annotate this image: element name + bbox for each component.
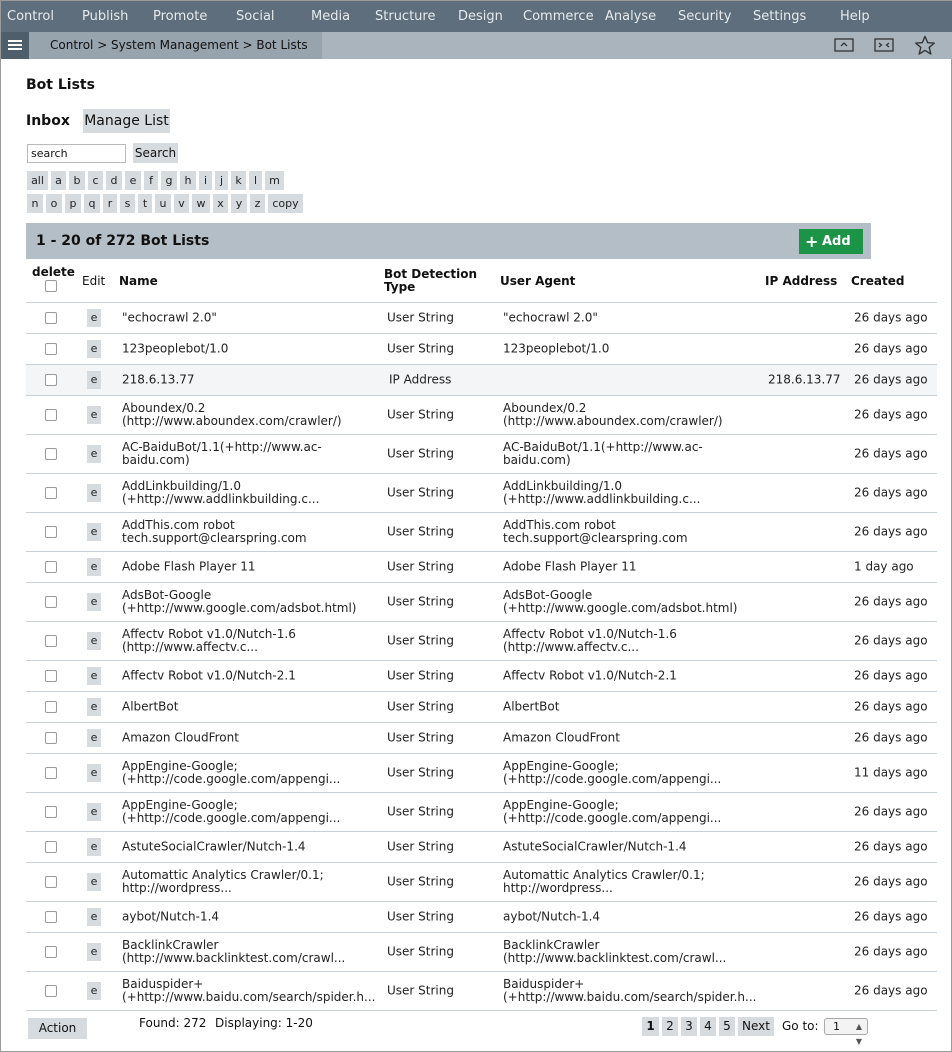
row-edit-button[interactable]: e	[87, 484, 101, 502]
nav-analyse[interactable]: Analyse	[605, 9, 657, 24]
nav-settings[interactable]: Settings	[753, 9, 807, 24]
page-title: Bot Lists	[26, 77, 95, 93]
filter-copy[interactable]: copy	[268, 194, 303, 213]
row-user-agent-line: (+http://code.google.com/appengi...	[503, 811, 722, 825]
filter-m[interactable]: m	[265, 171, 284, 190]
row-edit-button[interactable]: e	[87, 908, 101, 926]
row-user-agent	[503, 561, 636, 574]
row-user-agent	[503, 670, 677, 683]
row-name-line: aybot/Nutch-1.4	[122, 909, 220, 924]
row-name-line: BacklinkCrawler	[122, 938, 219, 952]
filter-all[interactable]: all	[27, 171, 48, 190]
filter-s[interactable]: s	[120, 194, 135, 213]
breadcrumb-bar	[1, 32, 952, 59]
row-detection-type: User String	[387, 944, 454, 959]
row-detection-type: User String	[387, 668, 454, 683]
row-name-line: Affectv Robot v1.0/Nutch-2.1	[122, 668, 296, 683]
filter-t[interactable]: t	[138, 194, 152, 213]
row-edit-button[interactable]: e	[87, 803, 101, 821]
row-edit-button[interactable]: e	[87, 943, 101, 961]
row-created: 26 days ago	[854, 839, 928, 854]
col-user-agent[interactable]: User Agent	[500, 274, 576, 288]
table-row	[26, 622, 937, 661]
add-button[interactable]	[799, 229, 863, 254]
row-name-line: AdsBot-Google	[122, 588, 212, 602]
row-delete-checkbox[interactable]	[45, 841, 57, 853]
row-created: 26 days ago	[854, 407, 928, 422]
page-4[interactable]: 4	[700, 1017, 716, 1036]
filter-b[interactable]: b	[69, 171, 85, 190]
row-user-agent-line: tech.support@clearspring.com	[503, 531, 688, 545]
nav-publish[interactable]: Publish	[82, 9, 129, 24]
filter-a[interactable]: a	[51, 171, 66, 190]
row-created: 26 days ago	[854, 699, 928, 714]
row-name-line: (http://www.backlinktest.com/crawl...	[122, 951, 346, 965]
row-name	[122, 670, 296, 683]
nav-security[interactable]: Security	[678, 9, 732, 24]
row-detection-type: User String	[387, 699, 454, 714]
row-user-agent	[503, 841, 687, 854]
row-name-line: AppEngine-Google;	[122, 759, 238, 773]
row-user-agent-line: AC-BaiduBot/1.1(+http://www.ac-	[503, 440, 703, 454]
row-detection-type: User String	[387, 633, 454, 648]
row-edit-button[interactable]: e	[87, 406, 101, 424]
row-name	[122, 561, 255, 574]
row-name	[122, 799, 340, 825]
row-name	[122, 701, 178, 714]
filter-e[interactable]: e	[125, 171, 141, 190]
nav-structure[interactable]: Structure	[375, 9, 436, 24]
row-user-agent	[503, 519, 688, 545]
table-row	[26, 902, 937, 933]
goto-page-select[interactable]	[824, 1018, 868, 1046]
filter-p[interactable]: p	[65, 194, 81, 213]
row-name-line: Amazon CloudFront	[122, 730, 239, 745]
filter-q[interactable]: q	[84, 194, 100, 213]
row-user-agent-line: 123peoplebot/1.0	[503, 341, 610, 356]
row-user-agent	[503, 911, 600, 924]
row-delete-checkbox[interactable]	[45, 487, 57, 499]
row-user-agent-line: (http://www.aboundex.com/crawler/)	[503, 414, 723, 428]
table-row	[26, 972, 937, 1011]
next-page-button[interactable]: Next	[738, 1017, 774, 1036]
row-name-line: Baiduspider+	[122, 977, 204, 991]
filter-i[interactable]: i	[199, 171, 212, 190]
row-delete-checkbox[interactable]	[45, 448, 57, 460]
row-delete-checkbox[interactable]	[45, 526, 57, 538]
row-detection-type: User String	[387, 559, 454, 574]
row-name-line: (+http://code.google.com/appengi...	[122, 811, 341, 825]
filter-k[interactable]: k	[231, 171, 246, 190]
row-created: 11 days ago	[854, 765, 928, 780]
top-nav	[1, 1, 952, 32]
row-detection-type: User String	[387, 909, 454, 924]
row-name-line: (+http://www.addlinkbuilding.c...	[122, 492, 320, 506]
row-user-agent-line: AlbertBot	[503, 699, 560, 714]
row-delete-checkbox[interactable]	[45, 946, 57, 958]
filter-o[interactable]: o	[46, 194, 62, 213]
filter-j[interactable]: j	[215, 171, 228, 190]
goto-label: Go to:	[782, 1019, 819, 1033]
row-delete-checkbox[interactable]	[45, 876, 57, 888]
row-detection-type: IP Address	[389, 372, 452, 387]
filter-x[interactable]: x	[213, 194, 228, 213]
action-button[interactable]: Action	[28, 1018, 87, 1039]
row-detection-type: User String	[387, 730, 454, 745]
row-created: 26 days ago	[854, 372, 928, 387]
row-user-agent-line: Amazon CloudFront	[503, 730, 620, 745]
row-edit-button[interactable]: e	[87, 698, 101, 716]
row-created: 1 day ago	[854, 559, 914, 574]
row-name-line: (http://www.aboundex.com/crawler/)	[122, 414, 342, 428]
row-edit-button[interactable]: e	[87, 667, 101, 685]
row-user-agent-line: aybot/Nutch-1.4	[503, 909, 601, 924]
search-input[interactable]	[27, 144, 126, 163]
row-name-line: tech.support@clearspring.com	[122, 531, 307, 545]
breadcrumb: Control > System Management > Bot Lists	[50, 38, 308, 52]
row-edit-button[interactable]: e	[87, 523, 101, 541]
row-delete-checkbox[interactable]	[45, 374, 57, 386]
table-row	[26, 513, 937, 552]
row-created: 26 days ago	[854, 804, 928, 819]
row-user-agent-line: AppEngine-Google;	[503, 798, 619, 812]
row-edit-button[interactable]: e	[87, 445, 101, 463]
table-row	[26, 396, 937, 435]
row-user-agent-line: Automattic Analytics Crawler/0.1;	[503, 868, 705, 882]
row-delete-checkbox[interactable]	[45, 670, 57, 682]
row-user-agent-line: Affectv Robot v1.0/Nutch-1.6	[503, 627, 677, 641]
row-name-line: AddLinkbuilding/1.0	[122, 479, 241, 493]
nav-control[interactable]: Control	[7, 9, 54, 24]
row-user-agent-line: (http://www.affectv.c...	[503, 640, 639, 654]
row-user-agent-line: Affectv Robot v1.0/Nutch-2.1	[503, 668, 677, 683]
col-type-line2: Type	[384, 280, 416, 294]
table-row	[26, 863, 937, 902]
row-name-line: http://wordpress...	[122, 881, 232, 895]
nav-design[interactable]: Design	[458, 9, 503, 24]
search-button[interactable]: Search	[133, 143, 178, 163]
row-edit-button[interactable]: e	[87, 309, 101, 327]
filter-y[interactable]: y	[231, 194, 247, 213]
row-detection-type: User String	[387, 983, 454, 998]
row-delete-checkbox[interactable]	[45, 806, 57, 818]
row-user-agent-line: (+http://www.baidu.com/search/spider.h...	[503, 990, 757, 1004]
row-detection-type: User String	[387, 804, 454, 819]
row-detection-type: User String	[387, 310, 454, 325]
displaying-range: Displaying: 1-20	[215, 1016, 313, 1030]
row-name	[122, 374, 195, 387]
row-name	[122, 760, 340, 786]
filter-w[interactable]: w	[192, 194, 210, 213]
found-count: Found: 272	[139, 1016, 207, 1030]
row-delete-checkbox[interactable]	[45, 343, 57, 355]
row-name-line: Automattic Analytics Crawler/0.1;	[122, 868, 324, 882]
row-user-agent-line: (+http://www.addlinkbuilding.c...	[503, 492, 701, 506]
table-row	[26, 723, 937, 754]
filter-l[interactable]: l	[249, 171, 262, 190]
table-row	[26, 832, 937, 863]
row-name	[122, 628, 296, 654]
page-1[interactable]: 1	[642, 1017, 659, 1036]
col-delete: delete	[32, 265, 75, 279]
row-edit-button[interactable]: e	[87, 838, 101, 856]
row-name-line: (http://www.affectv.c...	[122, 640, 258, 654]
row-name-line: (+http://code.google.com/appengi...	[122, 772, 341, 786]
row-name-line: (+http://www.baidu.com/search/spider.h...	[122, 990, 376, 1004]
row-name-line: (+http://www.google.com/adsbot.html)	[122, 601, 357, 615]
table-row	[26, 435, 937, 474]
table-row	[26, 661, 937, 692]
page-2[interactable]: 2	[662, 1017, 678, 1036]
row-name-line: "echocrawl 2.0"	[122, 310, 217, 325]
row-created: 26 days ago	[854, 633, 928, 648]
row-name-line: Adobe Flash Player 11	[122, 559, 256, 574]
filter-g[interactable]: g	[161, 171, 177, 190]
row-edit-button[interactable]: e	[87, 371, 101, 389]
row-detection-type: User String	[387, 524, 454, 539]
row-user-agent	[503, 589, 738, 615]
row-delete-checkbox[interactable]	[45, 596, 57, 608]
row-detection-type: User String	[387, 594, 454, 609]
row-created: 26 days ago	[854, 310, 928, 325]
table-row	[26, 933, 937, 972]
table-row	[26, 552, 937, 583]
filter-h[interactable]: h	[180, 171, 196, 190]
row-name-line: Aboundex/0.2	[122, 401, 206, 415]
nav-commerce[interactable]: Commerce	[523, 9, 594, 24]
row-user-agent	[503, 978, 756, 1004]
row-edit-button[interactable]: e	[87, 982, 101, 1000]
table-row	[26, 474, 937, 513]
row-user-agent	[503, 312, 598, 325]
filter-d[interactable]: d	[106, 171, 122, 190]
row-created: 26 days ago	[854, 524, 928, 539]
row-detection-type: User String	[387, 485, 454, 500]
manage-list-tab[interactable]: Manage List	[83, 109, 170, 133]
row-user-agent	[503, 343, 609, 356]
filter-v[interactable]: v	[174, 194, 189, 213]
bot-list-table	[26, 303, 937, 1011]
result-count: 1 - 20 of 272 Bot Lists	[36, 233, 210, 249]
col-ip-address[interactable]: IP Address	[765, 274, 838, 288]
row-created: 26 days ago	[854, 983, 928, 998]
row-created: 26 days ago	[854, 874, 928, 889]
row-name-line: 218.6.13.77	[122, 372, 195, 387]
row-detection-type: User String	[387, 839, 454, 854]
table-row	[26, 303, 937, 334]
menu-icon[interactable]	[1, 32, 29, 59]
row-user-agent-line: AddThis.com robot	[503, 518, 616, 532]
filter-r[interactable]: r	[103, 194, 117, 213]
row-user-agent	[503, 441, 703, 467]
row-name-line: AstuteSocialCrawler/Nutch-1.4	[122, 839, 306, 854]
row-name	[122, 869, 324, 895]
row-edit-button[interactable]: e	[87, 873, 101, 891]
table-row	[26, 692, 937, 723]
row-delete-checkbox[interactable]	[45, 911, 57, 923]
row-detection-type: User String	[387, 874, 454, 889]
row-user-agent-line: AstuteSocialCrawler/Nutch-1.4	[503, 839, 687, 854]
goto-page-value: 1	[833, 1020, 840, 1033]
star-icon[interactable]	[914, 35, 936, 56]
row-name-line: AppEngine-Google;	[122, 798, 238, 812]
row-name	[122, 441, 322, 467]
row-user-agent	[503, 939, 726, 965]
row-user-agent-line: (http://www.backlinktest.com/crawl...	[503, 951, 727, 965]
row-delete-checkbox[interactable]	[45, 561, 57, 573]
col-name[interactable]: Name	[119, 274, 158, 288]
row-created: 26 days ago	[854, 730, 928, 745]
col-edit: Edit	[82, 274, 106, 288]
row-created: 26 days ago	[854, 341, 928, 356]
row-name	[122, 519, 307, 545]
row-name	[122, 402, 342, 428]
row-user-agent-line: (+http://code.google.com/appengi...	[503, 772, 722, 786]
row-detection-type: User String	[387, 446, 454, 461]
row-delete-checkbox[interactable]	[45, 312, 57, 324]
row-user-agent-line: Adobe Flash Player 11	[503, 559, 637, 574]
row-user-agent-line: AdsBot-Google	[503, 588, 593, 602]
row-created: 26 days ago	[854, 485, 928, 500]
page-3[interactable]: 3	[681, 1017, 697, 1036]
row-delete-checkbox[interactable]	[45, 409, 57, 421]
page-5[interactable]: 5	[719, 1017, 735, 1036]
table-row	[26, 583, 937, 622]
row-ip-address: 218.6.13.77	[768, 372, 841, 387]
row-detection-type: User String	[387, 341, 454, 356]
nav-help[interactable]: Help	[840, 9, 870, 24]
plus-icon: +	[805, 232, 819, 251]
row-delete-checkbox[interactable]	[45, 701, 57, 713]
filter-f[interactable]: f	[144, 171, 158, 190]
table-row	[26, 754, 937, 793]
row-user-agent	[503, 701, 559, 714]
row-user-agent-line: Baiduspider+	[503, 977, 585, 991]
row-name	[122, 312, 217, 325]
nav-media[interactable]: Media	[311, 9, 351, 24]
list-header-bar	[26, 223, 871, 259]
add-button-label: Add	[822, 234, 851, 249]
row-user-agent	[503, 402, 723, 428]
row-user-agent-line: http://wordpress...	[503, 881, 613, 895]
table-row	[26, 365, 937, 396]
row-edit-button[interactable]: e	[87, 340, 101, 358]
filter-u[interactable]: u	[155, 194, 171, 213]
row-user-agent	[503, 869, 705, 895]
row-name-line: 123peoplebot/1.0	[122, 341, 229, 356]
row-user-agent-line: baidu.com)	[503, 453, 571, 467]
row-name	[122, 480, 319, 506]
row-user-agent-line: AppEngine-Google;	[503, 759, 619, 773]
row-user-agent	[503, 760, 721, 786]
row-edit-button[interactable]: e	[87, 593, 101, 611]
row-edit-button[interactable]: e	[87, 729, 101, 747]
row-user-agent	[503, 628, 677, 654]
updown-arrows-icon: ▲ ▼	[855, 1022, 862, 1046]
row-user-agent-line: BacklinkCrawler	[503, 938, 600, 952]
row-created: 26 days ago	[854, 446, 928, 461]
row-name	[122, 732, 239, 745]
nav-social[interactable]: Social	[236, 9, 275, 24]
row-name-line: Affectv Robot v1.0/Nutch-1.6	[122, 627, 296, 641]
row-user-agent-line: "echocrawl 2.0"	[503, 310, 598, 325]
row-delete-checkbox[interactable]	[45, 985, 57, 997]
collapse-icon[interactable]	[834, 38, 854, 52]
row-detection-type: User String	[387, 765, 454, 780]
row-user-agent	[503, 480, 700, 506]
row-created: 26 days ago	[854, 594, 928, 609]
row-created: 26 days ago	[854, 668, 928, 683]
row-delete-checkbox[interactable]	[45, 767, 57, 779]
filter-c[interactable]: c	[88, 171, 103, 190]
row-name	[122, 939, 345, 965]
row-user-agent-line: AddLinkbuilding/1.0	[503, 479, 622, 493]
row-edit-button[interactable]: e	[87, 558, 101, 576]
filter-z[interactable]: z	[250, 194, 265, 213]
row-detection-type: User String	[387, 407, 454, 422]
row-user-agent	[503, 799, 721, 825]
row-edit-button[interactable]: e	[87, 764, 101, 782]
col-created[interactable]: Created	[851, 274, 905, 288]
row-name	[122, 589, 357, 615]
row-name-line: AlbertBot	[122, 699, 179, 714]
row-created: 26 days ago	[854, 944, 928, 959]
row-name-line: AC-BaiduBot/1.1(+http://www.ac-	[122, 440, 322, 454]
row-created: 26 days ago	[854, 909, 928, 924]
row-user-agent-line: (+http://www.google.com/adsbot.html)	[503, 601, 738, 615]
row-delete-checkbox[interactable]	[45, 635, 57, 647]
row-user-agent	[503, 732, 620, 745]
table-row	[26, 334, 937, 365]
row-name	[122, 978, 375, 1004]
col-type-line1: Bot Detection	[384, 267, 478, 281]
nav-promote[interactable]: Promote	[153, 9, 208, 24]
select-all-checkbox[interactable]	[45, 280, 57, 292]
table-row	[26, 793, 937, 832]
row-name-line: baidu.com)	[122, 453, 190, 467]
row-edit-button[interactable]: e	[87, 632, 101, 650]
row-name	[122, 343, 228, 356]
row-delete-checkbox[interactable]	[45, 732, 57, 744]
expand-icon[interactable]	[874, 38, 894, 52]
row-name	[122, 911, 219, 924]
inbox-tab[interactable]: Inbox	[26, 113, 70, 129]
row-user-agent-line: Aboundex/0.2	[503, 401, 587, 415]
row-name-line: AddThis.com robot	[122, 518, 235, 532]
filter-n[interactable]: n	[27, 194, 43, 213]
col-type[interactable]	[384, 268, 477, 294]
row-name	[122, 841, 306, 854]
